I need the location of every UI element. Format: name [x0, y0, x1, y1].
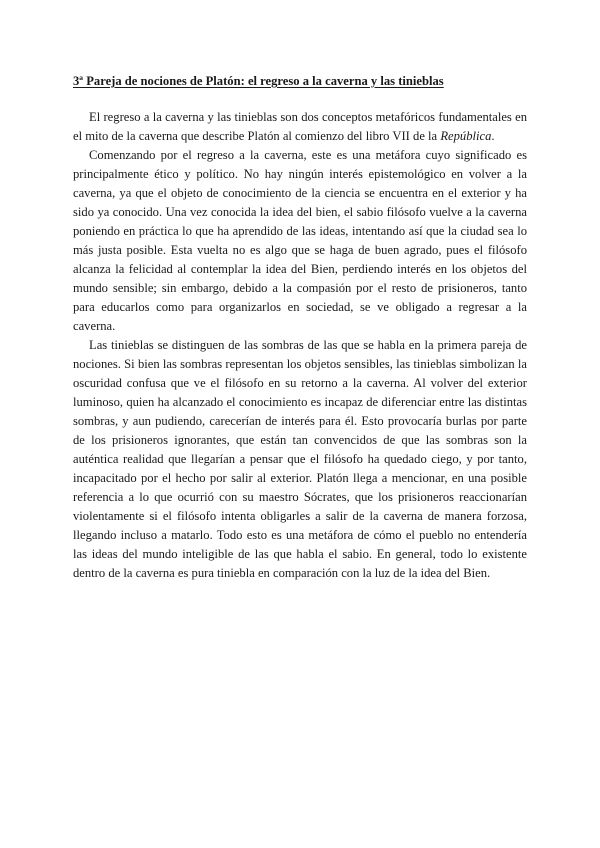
document-page: [73, 73, 527, 583]
book-title-republica: República: [440, 129, 492, 143]
paragraph-intro-text: El regreso a la caverna y las tinieblas son dos conceptos metafóricos fundamentales en el mito de la caverna que describe Platón al comienzo del libro VII de la: [73, 110, 527, 143]
paragraph-regreso: Comenzando por el regreso a la caverna, este es una metáfora cuyo significado es principalmente ético y político. No hay ningún interés epistemológico en volver a la caverna, ya que el objeto de conocimiento de la ciencia se encuentra en el exterior y ha sido ya conocido. Una vez conocida la idea del bien, el sabio filósofo vuelve a la caverna poniendo en práctica lo que ha aprendido de las ideas, intentando así que la ciudad sea lo más justa posible. Esta vuelta no es algo que se haga de buen agrado, pues el filósofo alcanza la felicidad al contemplar la idea del Bien, perdiendo interés en los objetos del mundo sensible; sin embargo, debido a la compasión por el resto de prisioneros, tanto para educarlos como para organizarlos en sociedad, se ve obligado a regresar a la caverna.: [73, 148, 527, 333]
paragraph-intro: [73, 108, 527, 146]
paragraph-tinieblas: Las tinieblas se distinguen de las sombras de las que se habla en la primera pareja de nociones. Si bien las sombras representan los objetos sensibles, las tinieblas simbolizan la oscuridad confusa que ve el filósofo en su retorno a la caverna. Al volver del exterior luminoso, quien ha alcanzado el conocimiento es incapaz de diferenciar entre las distintas sombras, y aun pudiendo, carecerían de interés para él. Esto provocaría burlas por parte de los prisioneros ignorantes, que están tan convencidos de que las sombras son la auténtica realidad que llegarían a pensar que el filósofo ha quedado ciego, y por tanto, incapacitado por el hecho por salir al exterior. Platón llega a mencionar, en una posible referencia a lo que ocurrió con su maestro Sócrates, que los prisioneros reaccionarían violentamente si el filósofo intenta obligarles a salir de la caverna de manera forzosa, llegando incluso a matarlo. Todo esto es una metáfora de cómo el pueblo no entendería las ideas del mundo inteligible de las que habla el sabio. En general, todo lo existente dentro de la caverna es pura tiniebla en comparación con la luz de la idea del Bien.: [73, 338, 527, 580]
paragraph-intro-end: .: [491, 129, 495, 143]
section-heading: 3ª Pareja de nociones de Platón: el regreso a la caverna y las tinieblas: [73, 74, 444, 88]
